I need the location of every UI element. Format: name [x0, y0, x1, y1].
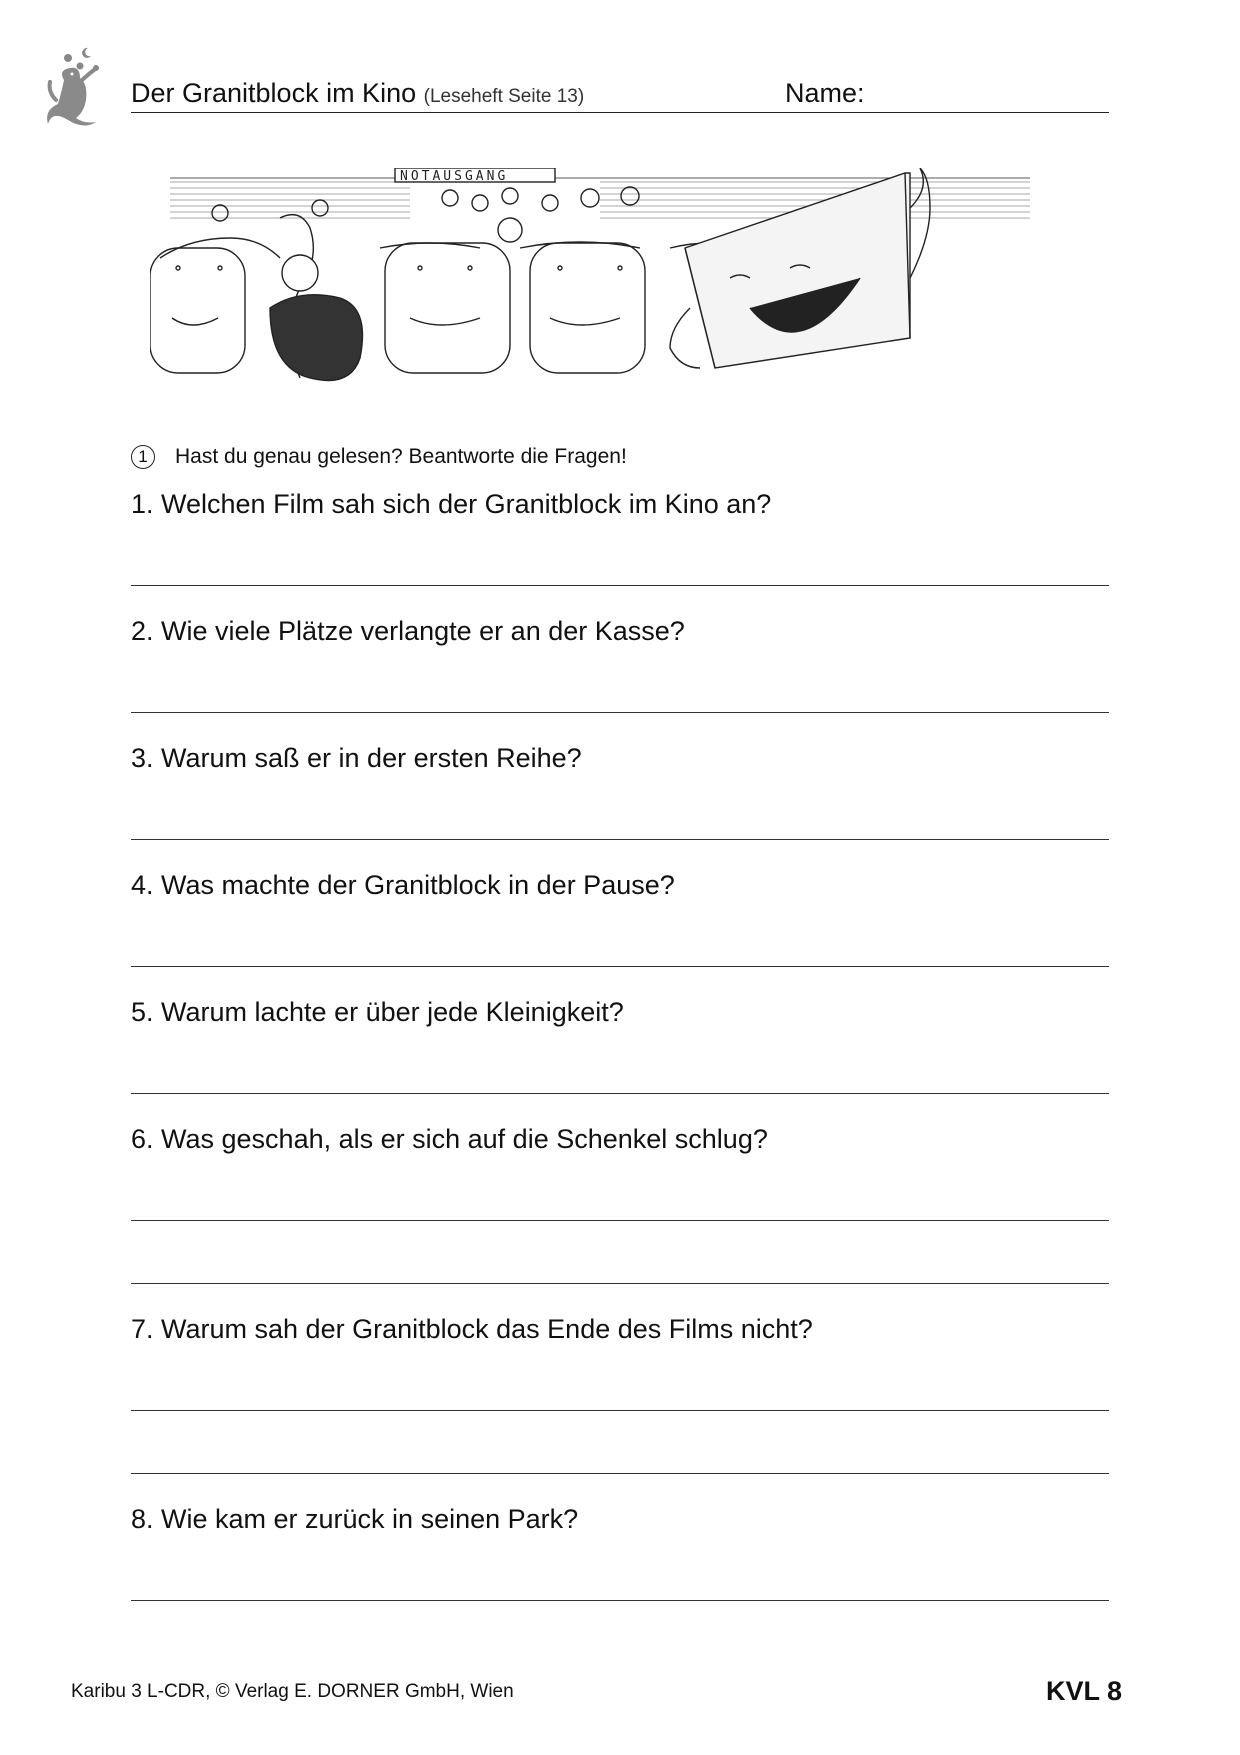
- task-number-badge: 1: [131, 445, 155, 469]
- answer-line[interactable]: [131, 1600, 1109, 1601]
- question-3: 3. Warum saß er in der ersten Reihe?: [131, 743, 582, 773]
- question-7: 7. Warum sah der Granitblock das Ende des Films nicht?: [131, 1314, 813, 1344]
- answer-line[interactable]: [131, 1093, 1109, 1094]
- question-4: 4. Was machte der Granitblock in der Pause?: [131, 870, 675, 900]
- task-instruction: [131, 445, 627, 469]
- question-2: 2. Wie viele Plätze verlangte er an der Kasse?: [131, 616, 685, 646]
- answer-line[interactable]: [131, 1283, 1109, 1284]
- question-8: 8. Wie kam er zurück in seinen Park?: [131, 1504, 579, 1534]
- title-text: Der Granitblock im Kino: [131, 78, 417, 108]
- juggling-lizard-logo-icon: [38, 40, 118, 140]
- question-1: 1. Welchen Film sah sich der Granitblock im Kino an?: [131, 489, 772, 519]
- footer-page-code: KVL 8: [1045, 1676, 1122, 1706]
- answer-line[interactable]: [131, 839, 1109, 840]
- answer-line[interactable]: [131, 1410, 1109, 1411]
- footer-copyright: Karibu 3 L-CDR, © Verlag E. DORNER GmbH, Wien: [71, 1681, 514, 1702]
- worksheet-header: [131, 76, 1109, 113]
- answer-line[interactable]: [131, 585, 1109, 586]
- answer-line[interactable]: [131, 1220, 1109, 1221]
- instruction-text: Hast du genau gelesen? Beantworte die Fragen!: [175, 445, 627, 468]
- answer-line[interactable]: [131, 1473, 1109, 1474]
- cinema-illustration: [150, 168, 1050, 418]
- question-5: 5. Warum lachte er über jede Kleinigkeit?: [131, 997, 624, 1027]
- name-label: Name:: [785, 78, 865, 108]
- question-6: 6. Was geschah, als er sich auf die Schenkel schlug?: [131, 1124, 768, 1154]
- answer-line[interactable]: [131, 712, 1109, 713]
- answer-line[interactable]: [131, 966, 1109, 967]
- exit-sign-text: NOTAUSGANG: [400, 169, 509, 184]
- worksheet-title: [131, 78, 584, 109]
- title-subtitle: (Leseheft Seite 13): [423, 86, 585, 107]
